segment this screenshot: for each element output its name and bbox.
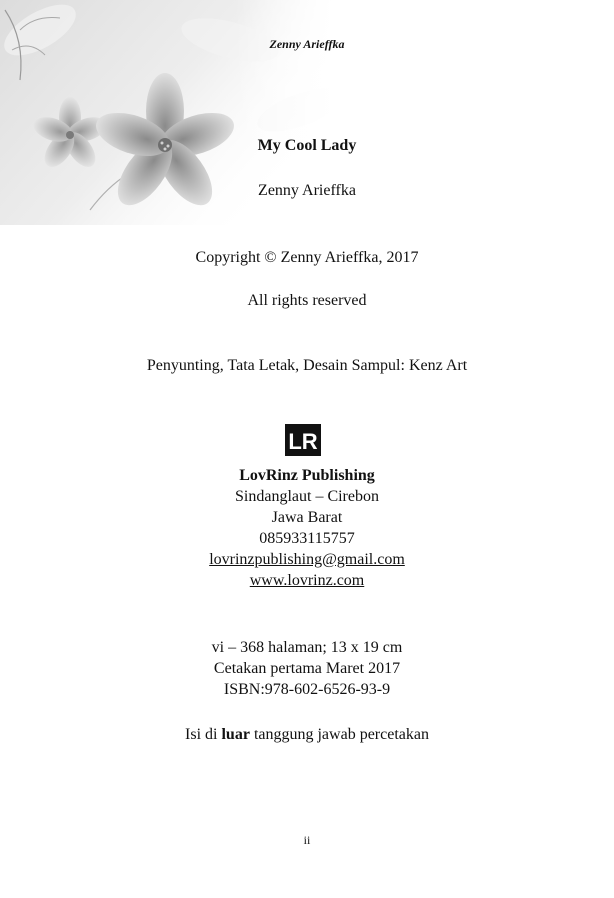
book-title: My Cool Lady [257, 137, 357, 154]
isbn: ISBN:978-602-6526-93-9 [223, 681, 391, 698]
printing-disclaimer [0, 726, 614, 744]
publisher-logo-text: LR [288, 429, 318, 454]
disclaimer-text-after: tanggung jawab percetakan [249, 726, 429, 743]
page-number: ii [303, 833, 311, 847]
publisher-logo-icon [285, 424, 321, 456]
edition-info: Cetakan pertama Maret 2017 [213, 660, 401, 677]
publisher-region: Jawa Barat [271, 509, 343, 526]
copyright-notice: Copyright © Zenny Arieffka, 2017 [195, 249, 419, 266]
book-author: Zenny Arieffka [258, 182, 356, 199]
disclaimer-text-bold: luar [221, 726, 250, 743]
publisher-phone: 085933115757 [259, 530, 355, 547]
publisher-website-link[interactable]: www.lovrinz.com [249, 572, 365, 589]
publisher-email-link[interactable]: lovrinzpublishing@gmail.com [209, 551, 405, 568]
publisher-city: Sindanglaut – Cirebon [235, 488, 379, 505]
publisher-name: LovRinz Publishing [239, 467, 375, 484]
page-count-size: vi – 368 halaman; 13 x 19 cm [211, 639, 403, 656]
rights-statement: All rights reserved [247, 292, 367, 309]
editorial-credits: Penyunting, Tata Letak, Desain Sampul: Kenz Art [146, 357, 468, 374]
running-head-author: Zenny Arieffka [269, 37, 345, 51]
disclaimer-text-before: Isi di [185, 726, 222, 743]
